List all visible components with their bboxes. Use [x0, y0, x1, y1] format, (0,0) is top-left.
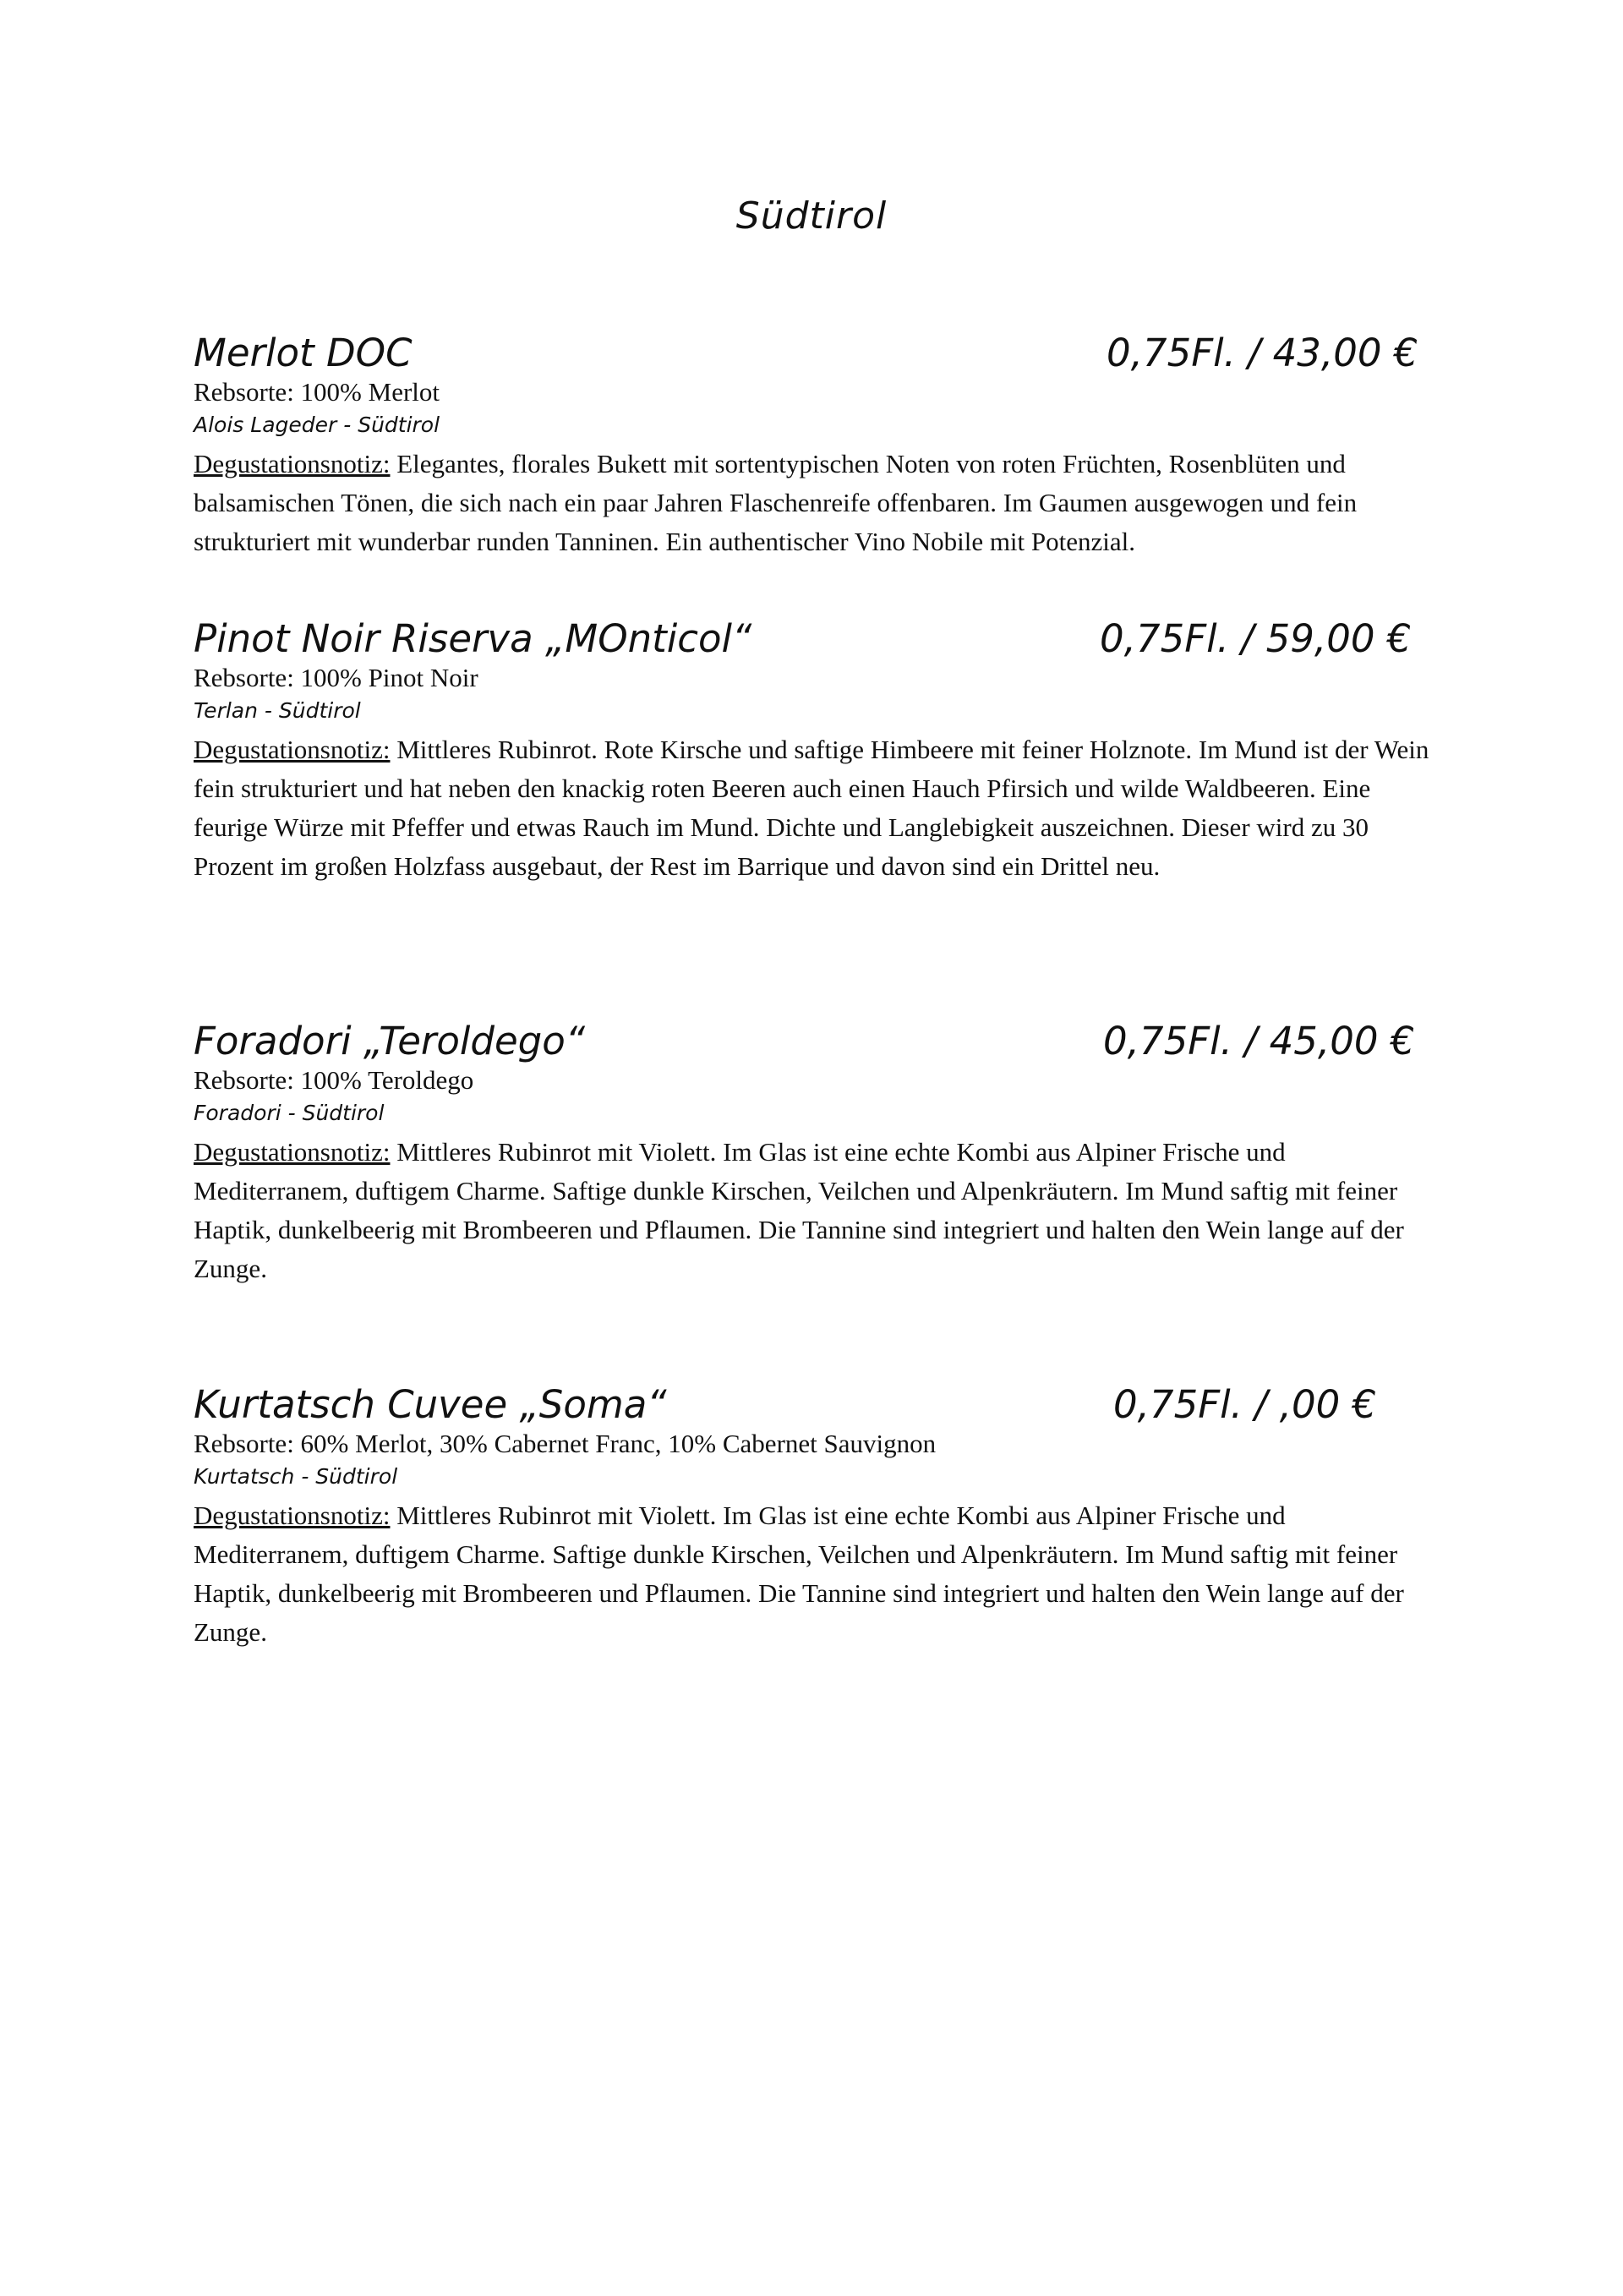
- tasting-notes: [194, 730, 1436, 886]
- grape-variety: Rebsorte: 100% Teroldego: [194, 1065, 474, 1095]
- tasting-notes-label: Degustationsnotiz:: [194, 1501, 391, 1530]
- wine-name: Kurtatsch Cuvee „Soma“: [194, 1382, 667, 1427]
- grape-variety: Rebsorte: 100% Merlot: [194, 377, 440, 407]
- tasting-notes-text: Elegantes, florales Bukett mit sortentypischen Noten von roten Früchten, Rosenblüten und balsamischen Tönen, die sich nach ein paar Jahren Flaschenreife offenbaren. Im Gaumen ausgewogen und fein strukturiert mit wunderbar runden Tanninen. Ein authentischer Vino Nobile mit Potenzial.: [194, 449, 1358, 556]
- tasting-notes: [194, 1133, 1436, 1288]
- tasting-notes-label: Degustationsnotiz:: [194, 1137, 391, 1167]
- tasting-notes-label: Degustationsnotiz:: [194, 449, 391, 478]
- producer: Foradori - Südtirol: [194, 1101, 385, 1125]
- wine-name: Merlot DOC: [194, 331, 413, 375]
- grape-variety: Rebsorte: 100% Pinot Noir: [194, 663, 478, 692]
- tasting-notes-text: Mittleres Rubinrot mit Violett. Im Glas ist eine echte Kombi aus Alpiner Frische und Mediterranem, duftigem Charme. Saftige dunkle Kirschen, Veilchen und Alpenkräutern. Im Mund saftig mit feiner Haptik, dunkelbeerig mit Brombeeren und Pflaumen. Die Tannine sind integriert und halten den Wein lange auf der Zunge.: [194, 1137, 1404, 1283]
- tasting-notes: [194, 445, 1436, 561]
- wine-price: 0,75Fl. / 43,00 €: [1107, 331, 1418, 375]
- page-title: Südtirol: [735, 194, 888, 238]
- wine-name: Pinot Noir Riserva „MOnticol“: [194, 616, 752, 661]
- wine-price: 0,75Fl. / 59,00 €: [1100, 616, 1412, 661]
- grape-variety: Rebsorte: 60% Merlot, 30% Cabernet Franc, 10% Cabernet Sauvignon: [194, 1429, 937, 1458]
- tasting-notes: [194, 1496, 1436, 1652]
- wine-price: 0,75Fl. / ,00 €: [1113, 1382, 1377, 1427]
- tasting-notes-text: Mittleres Rubinrot. Rote Kirsche und saftige Himbeere mit feiner Holznote. Im Mund ist der Wein fein strukturiert und hat neben den knackig roten Beeren auch einen Hauch Pfirsich und wilde Waldbeeren. Eine feurige Würze mit Pfeffer und etwas Rauch im Mund. Dichte und Langlebigkeit auszeichnen. Dieser wird zu 30 Prozent im großen Holzfass ausgebaut, der Rest im Barrique und davon sind ein Drittel neu.: [194, 735, 1429, 881]
- producer: Kurtatsch - Südtirol: [194, 1464, 398, 1489]
- wine-name: Foradori „Teroldego“: [194, 1019, 586, 1063]
- wine-price: 0,75Fl. / 45,00 €: [1103, 1019, 1415, 1063]
- producer: Alois Lageder - Südtirol: [194, 413, 440, 437]
- tasting-notes-text: Mittleres Rubinrot mit Violett. Im Glas ist eine echte Kombi aus Alpiner Frische und Mediterranem, duftigem Charme. Saftige dunkle Kirschen, Veilchen und Alpenkräutern. Im Mund saftig mit feiner Haptik, dunkelbeerig mit Brombeeren und Pflaumen. Die Tannine sind integriert und halten den Wein lange auf der Zunge.: [194, 1501, 1404, 1647]
- producer: Terlan - Südtirol: [194, 698, 361, 723]
- tasting-notes-label: Degustationsnotiz:: [194, 735, 391, 764]
